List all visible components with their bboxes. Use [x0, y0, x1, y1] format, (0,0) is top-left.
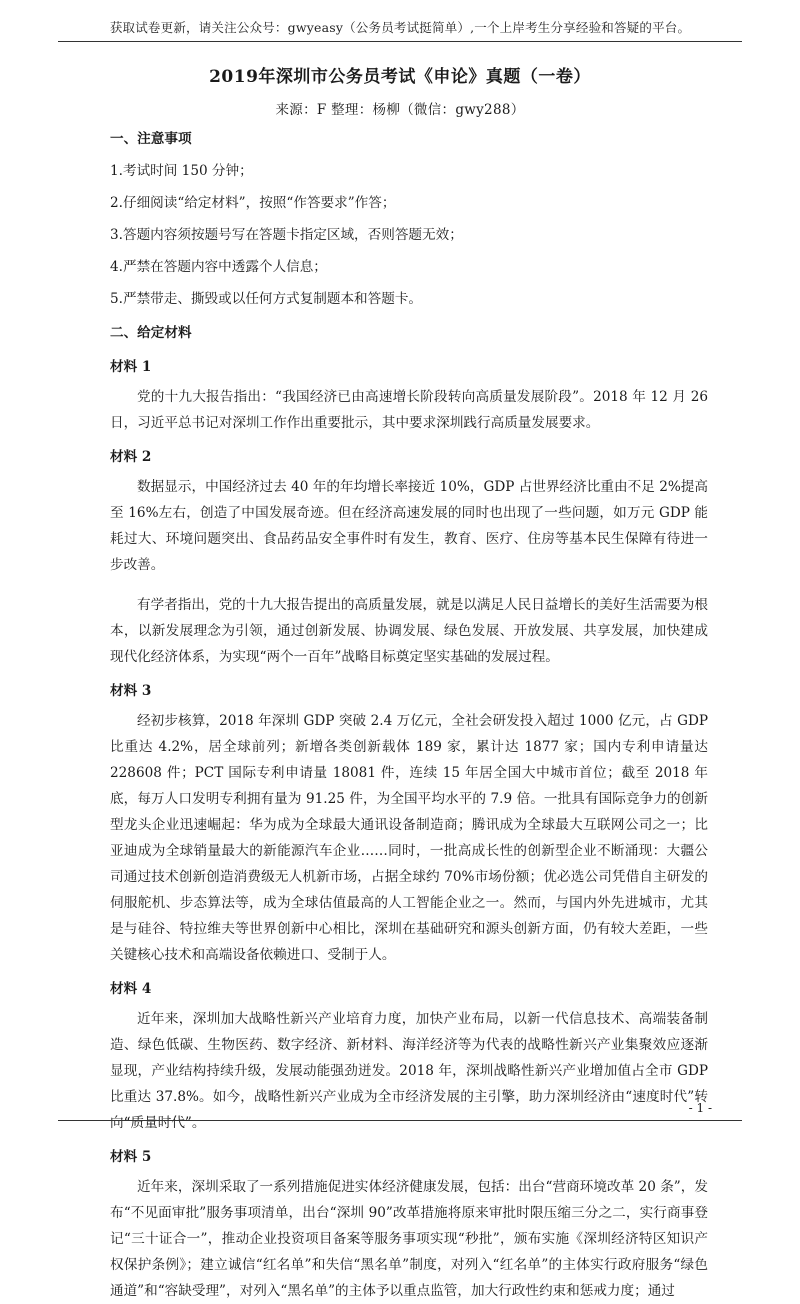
header-rule	[58, 41, 742, 42]
material-paragraph: 数据显示，中国经济过去 40 年的年均增长率接近 10%，GDP 占世界经济比重由不足 2%提高至 16%左右，创造了中国发展奇迹。但在经济高速发展的同时也出现了一些问题，如万元 GDP 能耗过大、环境问题突出、食品药品安全事件时有发生，教育、医疗、住房等基本民生保障有待进一步改善。	[110, 479, 708, 573]
document-title: 2019年深圳市公务员考试《申论》真题（一卷）	[209, 67, 591, 87]
material-title: 材料 1	[110, 359, 152, 375]
note-item: 3.答题内容须按题号写在答题卡指定区域，否则答题无效；	[110, 227, 463, 243]
note-item: 5.严禁带走、撕毁或以任何方式复制题本和答题卡。	[110, 291, 423, 307]
page-number-text: - 1 -	[688, 1101, 712, 1115]
material-paragraph: 近年来，深圳采取了一系列措施促进实体经济健康发展，包括：出台“营商环境改革 20 条”，发布“不见面审批”服务事项清单，出台“深圳 90”改革措施将原来审批时限压缩三分之二，实行商事登记“三十证合一”，推动企业投资项目备案等服务事项实现“秒批”，颁布实施《深圳经济特区知识产权保护条例》；建立诚信“红名单”和失信“黑名单”制度，对列入“红名单”的主体实行政府服务“绿色通道”和“容缺受理”，对列入“黑名单”的主体予以重点监管，加大行政性约束和惩戒力度；通过	[110, 1179, 708, 1299]
section-heading-notes: 一、注意事项	[110, 131, 192, 147]
note-item: 2.仔细阅读“给定材料”，按照“作答要求”作答；	[110, 195, 396, 211]
material-paragraph: 党的十九大报告指出：“我国经济已由高速增长阶段转向高质量发展阶段”。2018 年 12 月 26 日，习近平总书记对深圳工作作出重要批示，其中要求深圳践行高质量发展要求。	[110, 389, 708, 431]
material-title: 材料 4	[110, 981, 152, 997]
material-paragraph: 有学者指出，党的十九大报告提出的高质量发展，就是以满足人民日益增长的美好生活需要为根本，以新发展理念为引领，通过创新发展、协调发展、绿色发展、开放发展、共享发展，加快建成现代化经济体系，为实现“两个一百年”战略目标奠定坚实基础的发展过程。	[110, 597, 708, 665]
material-paragraph: 经初步核算，2018 年深圳 GDP 突破 2.4 万亿元，全社会研发投入超过 1000 亿元，占 GDP 比重达 4.2%，居全球前列；新增各类创新载体 189 家，累计达 1877 家；国内专利申请量达 228608 件；PCT 国际专利申请量 18081 件，连续 15 年居全国大中城市首位；截至 2018 年底，每万人口发明专利拥有量为 91.25 件，为全国平均水平的 7.9 倍。一批具有国际竞争力的创新型龙头企业迅速崛起：华为成为全球最大通讯设备制造商；腾讯成为全球最大互联网公司之一；比亚迪成为全球销量最大的新能源汽车企业……同时，一批高成长性的创新型企业不断涌现：大疆公司通过技术创新创造消费级无人机新市场，占据全球约 70%市场份额；优必选公司凭借自主研发的伺服舵机、步态算法等，成为全球估值最高的人工智能企业之一。然而，与国内外先进城市，尤其是与硅谷、特拉维夫等世界创新中心相比，深圳在基础研究和源头创新方面，仍有较大差距，一些关键核心技术和高端设备依赖进口、受制于人。	[110, 713, 708, 963]
section-heading-materials: 二、给定材料	[110, 325, 192, 341]
source-line: 来源：F 整理：杨柳（微信：gwy288）	[275, 102, 525, 118]
note-item: 1.考试时间 150 分钟；	[110, 163, 253, 179]
footer-rule	[58, 1120, 742, 1121]
material-title: 材料 3	[110, 683, 152, 699]
material-title: 材料 2	[110, 449, 152, 465]
material-paragraph: 近年来，深圳加大战略性新兴产业培育力度，加快产业布局，以新一代信息技术、高端装备制造、绿色低碳、生物医药、数字经济、新材料、海洋经济等为代表的战略性新兴产业集聚效应逐渐显现，产业结构持续升级，发展动能强劲迸发。2018 年，深圳战略性新兴产业增加值占全市 GDP 比重达 37.8%。如今，战略性新兴产业成为全市经济发展的主引擎，助力深圳经济由“速度时代”转向“质量时代”。	[110, 1011, 708, 1131]
document-body	[110, 126, 708, 1304]
note-item: 4.严禁在答题内容中透露个人信息；	[110, 259, 327, 275]
material-title: 材料 5	[110, 1149, 152, 1165]
header-banner: 获取试卷更新，请关注公众号：gwyeasy（公务员考试挺简单）,一个上岸考生分享经验和答疑的平台。	[109, 20, 691, 35]
